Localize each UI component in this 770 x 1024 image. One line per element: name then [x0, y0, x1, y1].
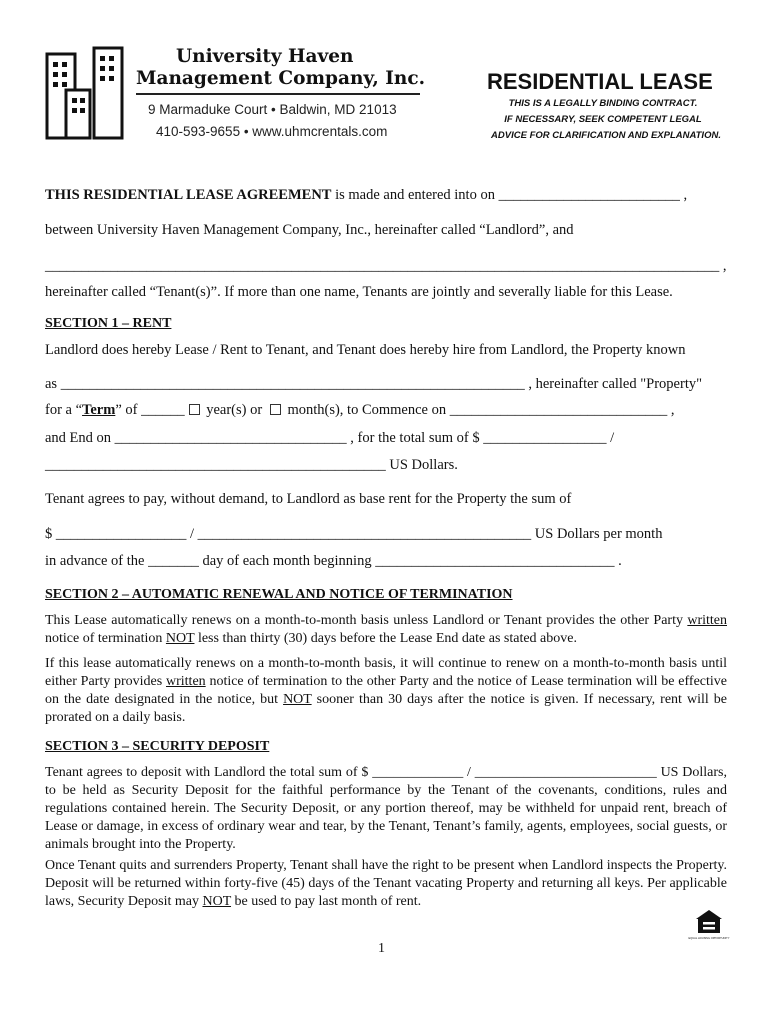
rent-due-day-field[interactable]: _______: [148, 553, 199, 569]
monthly-rent-words-field[interactable]: ______________________________________________: [197, 526, 532, 542]
company-contact: 410-593-9655 • www.uhmcrentals.com: [156, 124, 388, 139]
section-2-paragraph-2: If this lease automatically renews on a month-to-month basis, it will continue to renew on a month-to-month basis until either Party provides written notice of termination to the other Party and the notice of Lease termination will be effective on the date designated in the notice, but NOT sooner than 30 days after the notice is given. If necessary, rent will be prorated on a daily basis.: [45, 656, 727, 725]
months-checkbox[interactable]: [270, 404, 281, 415]
deposit-numeric-field[interactable]: _____________: [372, 765, 464, 780]
section-3-heading: SECTION 3 – SECURITY DEPOSIT: [45, 739, 270, 754]
equal-housing-opportunity-icon: [688, 908, 730, 942]
section-1-heading: SECTION 1 – RENT: [45, 316, 172, 331]
property-address-field[interactable]: ________________________________________________________________: [60, 376, 525, 392]
section-2-heading: SECTION 2 – AUTOMATIC RENEWAL AND NOTICE OF TERMINATION: [45, 587, 513, 602]
intro-line-1: THIS RESIDENTIAL LEASE AGREEMENT is made and entered into on _________________________ ,: [45, 187, 688, 203]
company-logo-buildings: [44, 46, 130, 140]
section-3-paragraph-1: Tenant agrees to deposit with Landlord the total sum of $ _____________ / __________________________ US Dollars, to be held as Security Deposit for the faithful performance by the Tenant of the covenants, conditions, rules and regulations contained herein. The Security Deposit, or any portion thereof, may be withheld for unpaid rent, breach of Lease or damage, in excess of ordinary wear and tear, by the Tenant, Tenant’s family, agents, employees, social guests, or animals brought into the Property.: [45, 765, 728, 852]
section-1-line-3: for a “Term” of ______ year(s) or month(s), to Commence on ______________________________ ,: [45, 402, 675, 418]
section-1-line-7: $ __________________ / ______________________________________________ US Dollars per month: [45, 526, 663, 542]
term-length-field[interactable]: ______: [141, 402, 185, 418]
total-sum-words-field[interactable]: _______________________________________________: [45, 457, 386, 473]
deposit-words-field[interactable]: __________________________: [474, 765, 657, 780]
section-1-line-1: Landlord does hereby Lease / Rent to Tenant, and Tenant does hereby hire from Landlord, the Property known: [45, 342, 686, 358]
intro-text: is made and entered into on: [331, 187, 499, 203]
section-3-paragraph-2: Once Tenant quits and surrenders Property, Tenant shall have the right to be present when Landlord inspects the Property. Deposit will be returned within forty-five (45) days of the Tenant vacating Property and returning all keys. Per applicable laws, Security Deposit may NOT be used to pay last month of rent.: [45, 858, 727, 909]
document-title: RESIDENTIAL LEASE: [487, 69, 713, 94]
section-1-line-2: as ________________________________________________________________ , hereinafter called "Property": [45, 376, 703, 392]
section-1-line-4: and End on ________________________________ , for the total sum of $ _________________ /: [45, 430, 615, 446]
intro-bold-lead: THIS RESIDENTIAL LEASE AGREEMENT: [45, 187, 332, 203]
equal-housing-opportunity-text: EQUAL HOUSING OPPORTUNITY: [688, 937, 730, 940]
header-divider: [136, 93, 420, 95]
monthly-rent-numeric-field[interactable]: __________________: [55, 526, 187, 542]
years-checkbox[interactable]: [189, 404, 200, 415]
term-label: Term: [82, 402, 116, 418]
section-2-paragraph-1: This Lease automatically renews on a month-to-month basis unless Landlord or Tenant provides the other Party written notice of termination NOT less than thirty (30) days before the Lease End date as stated above.: [45, 613, 727, 646]
commence-date-field[interactable]: ______________________________: [449, 402, 668, 418]
section-1-line-5: _______________________________________________ US Dollars.: [45, 457, 458, 473]
intro-line-4: hereinafter called “Tenant(s)”. If more than one name, Tenants are jointly and severally liable for this Lease.: [45, 284, 673, 300]
section-1-line-6: Tenant agrees to pay, without demand, to Landlord as base rent for the Property the sum of: [45, 491, 572, 507]
company-name-line1: University Haven: [176, 46, 354, 67]
end-date-field[interactable]: ________________________________: [114, 430, 347, 446]
tenant-name-field[interactable]: _____________________________________________________________________________________________: [45, 258, 720, 274]
rent-start-date-field[interactable]: _________________________________: [375, 553, 615, 569]
section-1-line-8: in advance of the _______ day of each month beginning _________________________________ .: [45, 553, 622, 569]
legal-warning-line2: IF NECESSARY, SEEK COMPETENT LEGAL: [504, 114, 702, 125]
total-sum-numeric-field[interactable]: _________________: [483, 430, 607, 446]
page-number: 1: [378, 941, 385, 956]
company-address: 9 Marmaduke Court • Baldwin, MD 21013: [148, 102, 397, 117]
intro-line-2: between University Haven Management Company, Inc., hereinafter called “Landlord”, and: [45, 222, 574, 238]
agreement-date-field[interactable]: _________________________: [498, 187, 680, 203]
legal-warning-line1: THIS IS A LEGALLY BINDING CONTRACT.: [508, 98, 698, 109]
intro-line-3: _____________________________________________________________________________________________ ,: [45, 258, 727, 274]
legal-warning-line3: ADVICE FOR CLARIFICATION AND EXPLANATION.: [491, 130, 721, 141]
company-name-line2: Management Company, Inc.: [136, 68, 426, 89]
